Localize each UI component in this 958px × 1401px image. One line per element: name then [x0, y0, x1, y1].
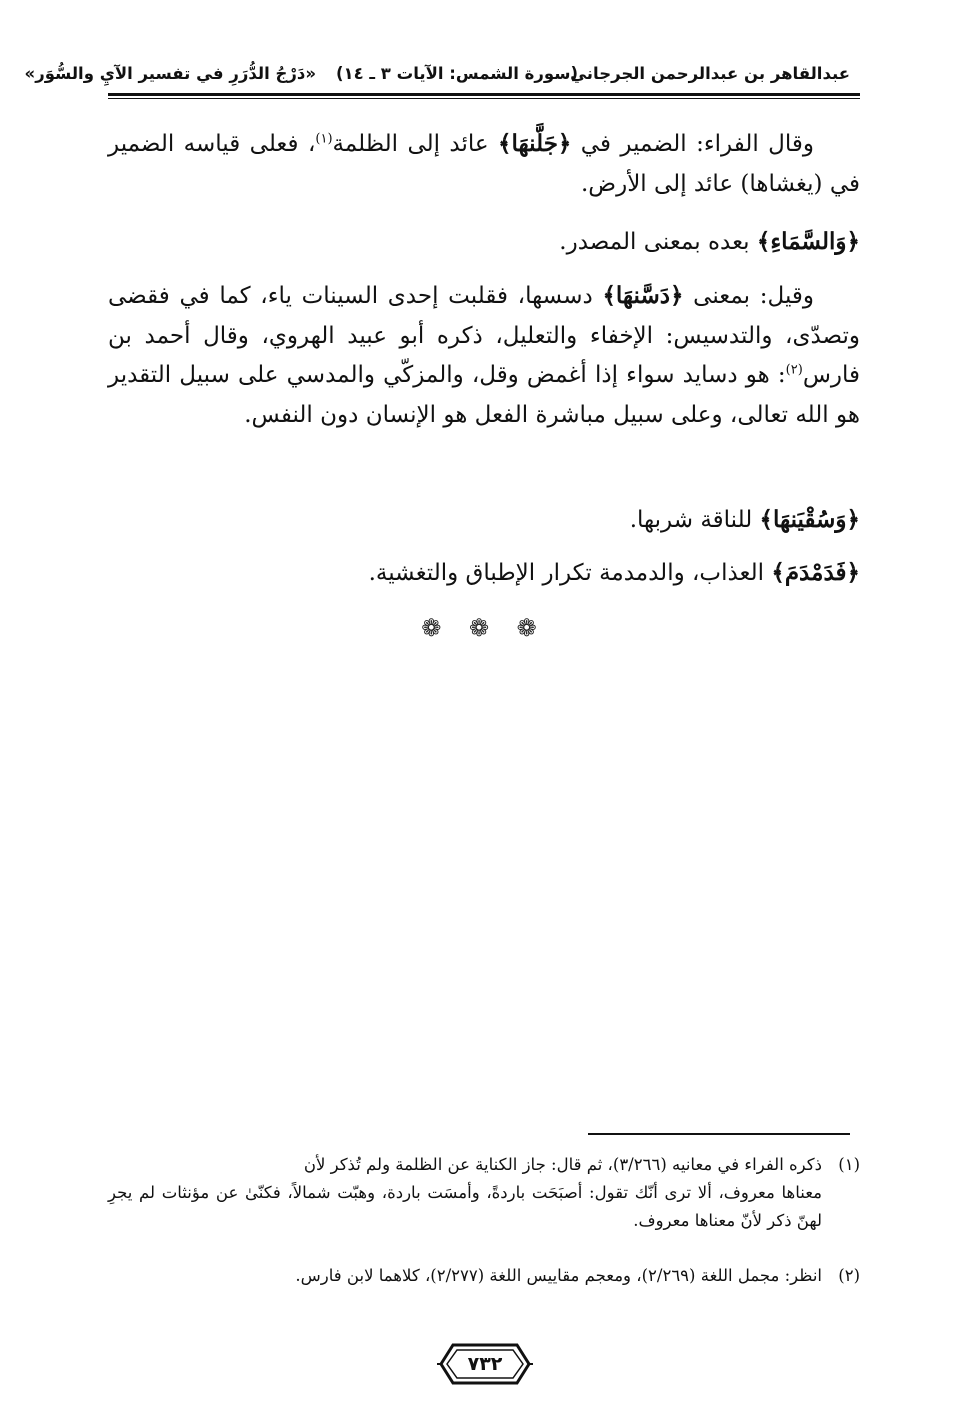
footnote-rule — [588, 1133, 850, 1135]
paragraph-3-text-b: دسسها، فقلبت إحدى السينات ياء، كما في فقضى وتصدّى، والتدسيس: الإخفاء والتعليل، ذكره أبو عبيد الهروي، وقال أحمد بن فارس — [108, 283, 860, 388]
paragraph-4 — [108, 500, 860, 541]
running-header-surah: (سورة الشمس: الآيات ٣ ـ ١٤) — [335, 64, 578, 83]
running-header-book-title: «دَرْجُ الدُّرَرِ في تفسير الآيِ والسُّوَر» — [24, 64, 316, 83]
paragraph-1-text-a: وقال الفراء: الضمير في — [571, 131, 814, 157]
paragraph-3 — [108, 276, 860, 435]
section-separator-stars: ❁ ❁ ❁ — [421, 614, 547, 642]
footnote-2-number: (٢) — [838, 1266, 860, 1285]
paragraph-4-text-b: للناقة شربها. — [629, 507, 760, 533]
paragraph-1-text-c: ، فعلى قياسه الضمير في (يغشاها) عائد إلى الأرض. — [108, 131, 860, 197]
paragraph-1 — [108, 124, 860, 204]
paragraph-1-text-b: عائد إلى الظلمة — [332, 131, 499, 157]
footnote-ref-1[interactable]: (١) — [315, 131, 333, 147]
paragraph-3-text-c: : هو دسايد سواء إذا أغمض وقل، والمزكّي والمدسي على سبيل التقدير هو الله تعالى، وعلى سبيل مباشرة الفعل هو الإنسان دون النفس. — [108, 362, 860, 428]
paragraph-5-text-b: العذاب، والدمدمة تكرار الإطباق والتغشية. — [368, 560, 772, 586]
paragraph-2 — [108, 222, 860, 263]
paragraph-2-text-b: بعده بمعنى المصدر. — [559, 229, 757, 255]
running-header-author: عبدالقاهر بن عبدالرحمن الجرجاني — [570, 64, 850, 83]
footnote-2-line1: انظر: مجمل اللغة (٢/٢٦٩)، ومعجم مقاييس اللغة (٢/٢٧٧)، كلاهما لابن فارس. — [295, 1266, 822, 1285]
footnote-1-line1: ذكره الفراء في معانيه (٣/٢٦٦)، ثم قال: جاز الكناية عن الظلمة ولم تُذكر لأن — [303, 1155, 822, 1174]
footnote-2 — [108, 1262, 860, 1290]
footnote-1-continuation: معناها معروف، ألا ترى أنّك تقول: أصبَحَت باردةً، وأمسَت باردة، وهبّت شمالاً، فكنّىٰ عن مؤنثات لم يجرِ لهنّ ذكر لأنّ معناها معروف. — [108, 1183, 822, 1230]
ayah-quote-3: ﴿دَسَّنهَا﴾ — [602, 282, 684, 309]
footnote-1 — [108, 1151, 860, 1235]
page-number: ٧٣٢ — [467, 1353, 503, 1375]
ayah-quote-4: ﴿وَسُقْيَنهَا﴾ — [759, 506, 860, 533]
paragraph-5 — [108, 553, 860, 594]
header-rule-thin — [108, 98, 860, 99]
footnote-ref-2[interactable]: (٢) — [785, 362, 803, 378]
footnote-1-number: (١) — [838, 1155, 860, 1174]
ayah-quote-5: ﴿فَدَمْدَمَ﴾ — [771, 559, 860, 586]
paragraph-3-text-a: وقيل: بمعنى — [683, 283, 814, 309]
ayah-quote-2: ﴿وَالسَّمَاءِ﴾ — [756, 228, 860, 255]
header-rule-thick — [108, 93, 860, 96]
ayah-quote-1: ﴿جَلَّنهَا﴾ — [498, 130, 572, 157]
